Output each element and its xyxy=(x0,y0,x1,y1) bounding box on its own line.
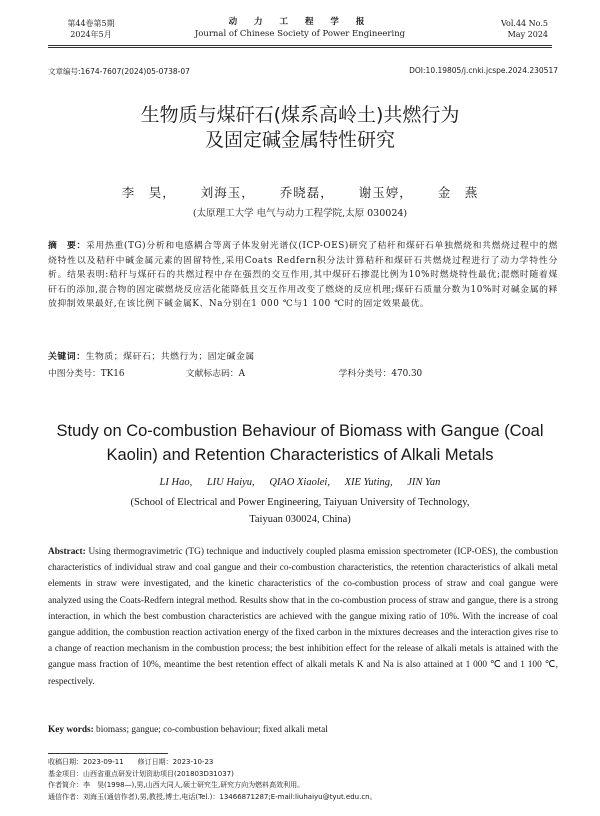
header-date-cn: 2024年5月 xyxy=(70,30,112,39)
author-cn: 金 燕 xyxy=(437,185,479,200)
author-cn: 谢玉婷， xyxy=(358,185,413,200)
header-volume-cn-text: 第44卷第5期 xyxy=(67,19,115,28)
footnote-fund: 基金项目：山西省重点研发计划资助项目(201803D31037) xyxy=(48,769,234,778)
authors-en xyxy=(0,477,600,488)
author-cn: 李 昊， xyxy=(121,185,176,200)
affiliation-cn: (太原理工大学 电气与动力工程学院,太原 030024) xyxy=(192,208,408,219)
footnotes xyxy=(48,757,558,803)
clc-number: 中图分类号：TK16 xyxy=(48,369,125,379)
affiliation-en xyxy=(60,494,540,528)
author-en: QIAO Xiaolei, xyxy=(269,477,330,488)
keywords-en-label: Key words: xyxy=(48,725,94,735)
abstract-en-label: Abstract: xyxy=(48,547,86,557)
doi[interactable]: DOI:10.19805/j.cnki.jcspe.2024.230517 xyxy=(409,66,558,75)
header-date-en: May 2024 xyxy=(507,30,548,39)
author-en: LIU Haiyu, xyxy=(206,477,255,488)
title-cn-line-1: 生物质与煤矸石(煤系高岭土)共燃行为 xyxy=(140,104,460,126)
author-en: LI Hao, xyxy=(159,477,193,488)
authors-cn xyxy=(0,183,600,201)
footnote-author: 作者简介：李 昊(1998—),男,山西大同人,硕士研究生,研究方向为燃料高效利用。 xyxy=(48,781,305,789)
keywords-en-text: biomass; gangue; co-combustion behaviour; fixed alkali metal xyxy=(93,725,328,735)
title-en-line-1: Study on Co-combustion Behaviour of Biomass with Gangue (Coal xyxy=(56,422,544,440)
affiliation-en-line-1: (School of Electrical and Power Engineering, Taiyuan University of Technology, xyxy=(130,497,470,508)
abstract-en-text: Using thermogravimetric (TG) technique and inductively coupled plasma emission spectrometer (ICP-OES), the combustion characteristics of individual straw and coal gangue and their co-combustion characteristics, the retention characteristics of alkali metal elements in straw were investigated, and the kinetic characteristics of the co-combustion process of straw and coal gangue were analyzed using the Coats-Redfern integral method. Results show that in the co-combustion process of straw and gangue, there is a strong interaction, in which the best combustion characteristics are achieved with the gangue mixing ratio of 10%. With the increase of coal gangue addition, the combustion reaction activation energy of the fixed carbon in the mixtures decreases and the interaction gives rise to a change of reaction mechanism in the combustion process; the best inhibition effect for the release of alkali metals is attained with the gangue mass fraction of 10%, meantime the best retention effect of alkali metals K and Na is also attained at 1 000 ℃ and 1 100 ℃, respectively. xyxy=(48,547,558,687)
keywords-en xyxy=(48,725,328,735)
footnote-received: 收稿日期：2023-09-11 修订日期：2023-10-23 xyxy=(48,758,214,766)
abstract-cn xyxy=(48,239,558,312)
header-volume-en-text: Vol.44 No.5 xyxy=(501,19,548,28)
footnote-corresponding: 通信作者：刘海玉(通信作者),男,教授,博士,电话(Tel.)：13466871287;E-mail:liuhaiyu@tyut.edu.cn。 xyxy=(48,792,377,801)
author-cn: 刘海玉， xyxy=(200,185,255,200)
header-volume-en xyxy=(468,18,548,40)
title-en-line-2: Kaolin) and Retention Characteristics of Alkali Metals xyxy=(106,446,494,464)
author-en: XIE Yuting, xyxy=(344,477,393,488)
article-number: 文章编号:1674-7607(2024)05-0738-07 xyxy=(48,67,190,76)
header-rule-2 xyxy=(48,47,552,48)
abstract-cn-text: 采用热重(TG)分析和电感耦合等离子体发射光谱仪(ICP-OES)研究了秸秆和煤矸石单独燃烧和共燃烧过程中的燃烧特性以及秸秆中碱金属元素的固留特性,采用Coats Redfern积分法计算秸秆和煤矸石共燃烧过程进行了动力学特性分析。结果表明:秸秆与煤矸石的共燃过程中存在强烈的交互作用,其中煤矸石掺混比例为10%时燃烧特性最优;混燃时随着煤矸石的添加,混合物的固定碳燃烧反应活化能降低且交互作用改变了燃烧的反应机理;煤矸石质量分数为10%时对碱金属的释放抑制效果最好,在该比例下碱金属K、Na分别在1 000 ℃与1 100 ℃时的固定效果最优。 xyxy=(48,241,559,310)
journal-name-cn: 动 力 工 程 学 报 xyxy=(228,17,372,27)
journal-name-en: Journal of Chinese Society of Power Engineering xyxy=(194,29,406,39)
author-cn: 乔晓磊， xyxy=(279,185,334,200)
document-code: 文献标志码：A xyxy=(185,369,245,379)
title-en xyxy=(40,419,560,467)
title-cn-line-2: 及固定碱金属特性研究 xyxy=(204,129,395,151)
affiliation-en-line-2: Taiyuan 030024, China) xyxy=(249,514,351,525)
header-volume-cn xyxy=(60,18,122,40)
keywords-cn-text: 生物质；煤矸石；共燃行为；固定碱金属 xyxy=(85,352,255,362)
abstract-cn-label: 摘 要： xyxy=(48,241,87,251)
keywords-cn-label: 关键词： xyxy=(48,352,86,362)
subject-code: 学科分类号：470.30 xyxy=(338,369,423,379)
classification-row xyxy=(48,366,548,379)
footnote-rule xyxy=(48,753,168,754)
author-en: JIN Yan xyxy=(407,477,441,488)
keywords-cn xyxy=(48,349,255,362)
abstract-en xyxy=(48,544,558,690)
header-journal xyxy=(150,16,450,40)
header-rule xyxy=(48,45,552,46)
